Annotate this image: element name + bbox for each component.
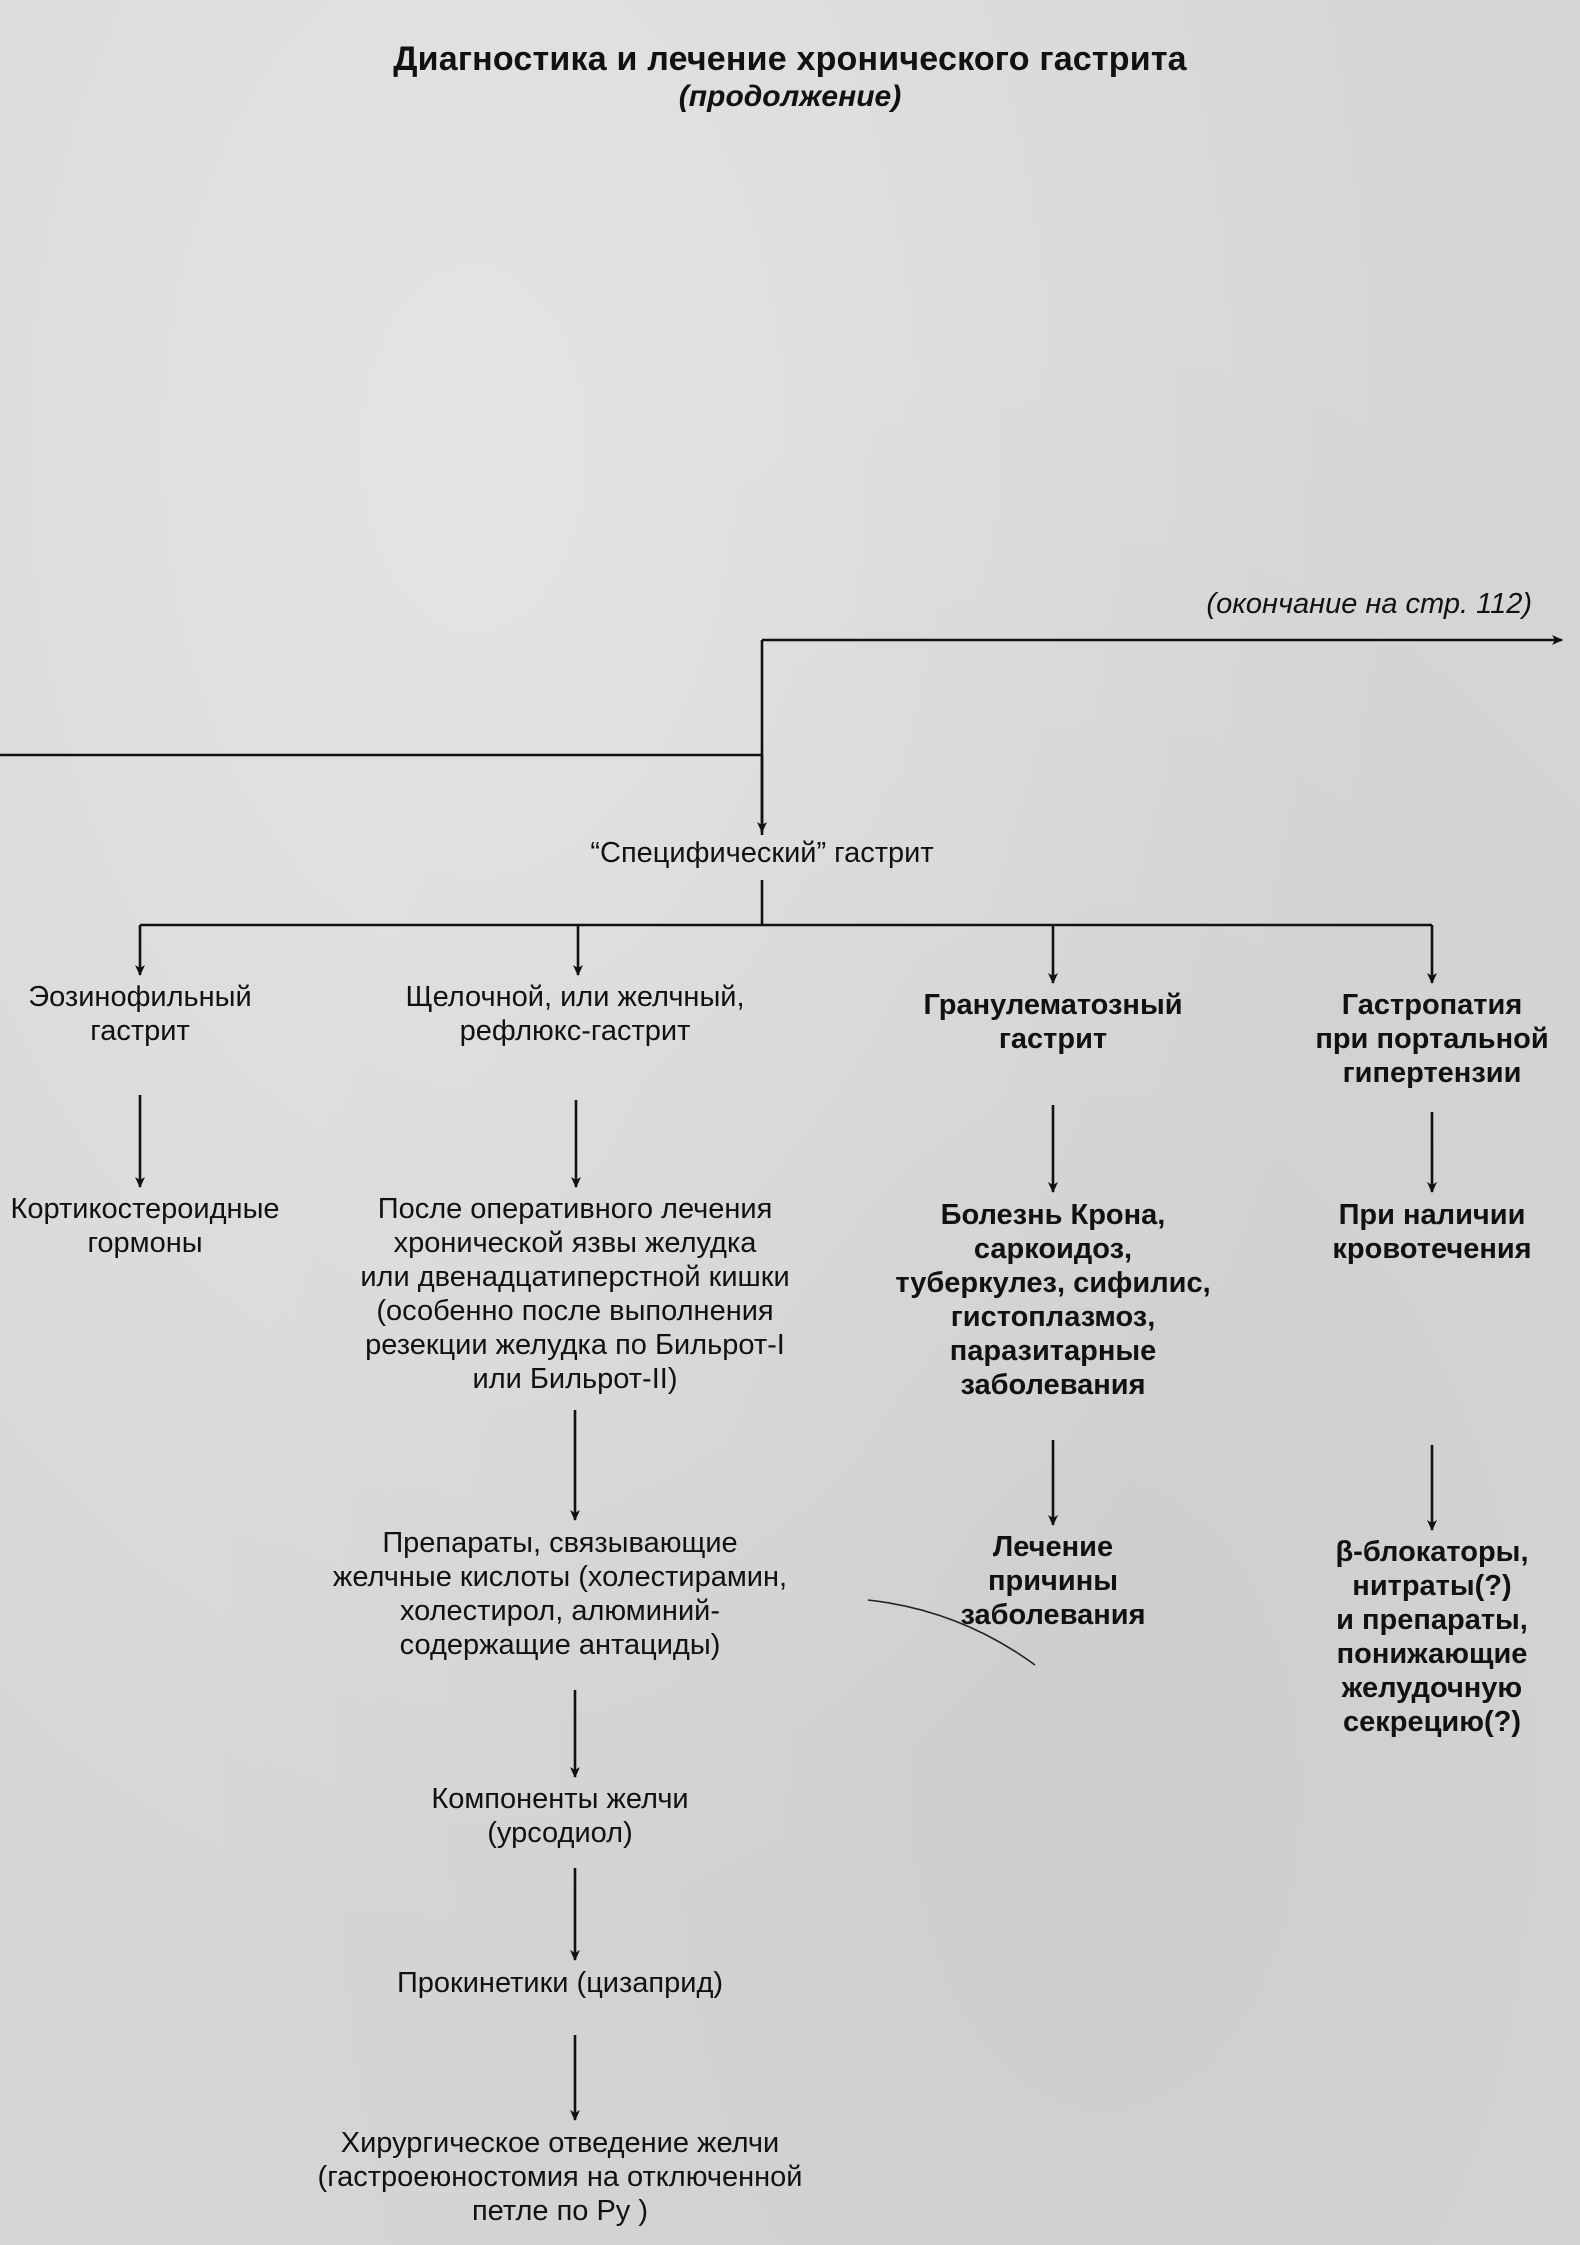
bile-components-node: Компоненты желчи (урсодиол)	[431, 1783, 689, 1849]
page-title: Диагностика и лечение хронического гастрита	[393, 40, 1187, 78]
root-node: “Специфический” гастрит	[590, 837, 934, 869]
granulomatous-gastritis-node: Гранулематозный гастрит	[923, 989, 1183, 1055]
surgical-bile-diversion-node: Хирургическое отведение желчи (гастроеюностомия на отключенной петле по Ру )	[317, 2127, 803, 2227]
beta-blockers-node: β-блокаторы, нитраты(?) и препараты, понижающие желудочную секрецию(?)	[1335, 1536, 1529, 1738]
treat-cause-node: Лечение причины заболевания	[960, 1531, 1146, 1631]
granulomatous-causes-node: Болезнь Крона, саркоидоз, туберкулез, сифилис, гистоплазмоз, паразитарные заболевания	[895, 1199, 1211, 1401]
bleeding-condition-node: При наличии кровотечения	[1332, 1199, 1532, 1265]
prokinetics-node: Прокинетики (цизаприд)	[396, 1967, 724, 1999]
page-subtitle: (продолжение)	[678, 80, 902, 113]
eosinophilic-gastritis-node: Эозинофильный гастрит	[28, 981, 252, 1047]
reflux-gastritis-node: Щелочной, или желчный, рефлюкс-гастрит	[405, 981, 745, 1047]
bile-acid-binders-node: Препараты, связывающие желчные кислоты (холестирамин, холестирол, алюминий- содержащие антациды)	[332, 1527, 788, 1661]
corticosteroids-node: Кортикостероидные гормоны	[10, 1193, 280, 1259]
post-surgery-cause-node: После оперативного лечения хронической язвы желудка или двенадцатиперстной кишки (особенно после выполнения резекции желудка по Бильрот-I или Бильрот-II)	[360, 1193, 790, 1395]
continuation-note: (окончание на стр. 112)	[1206, 588, 1532, 620]
portal-gastropathy-node: Гастропатия при портальной гипертензии	[1315, 989, 1549, 1089]
